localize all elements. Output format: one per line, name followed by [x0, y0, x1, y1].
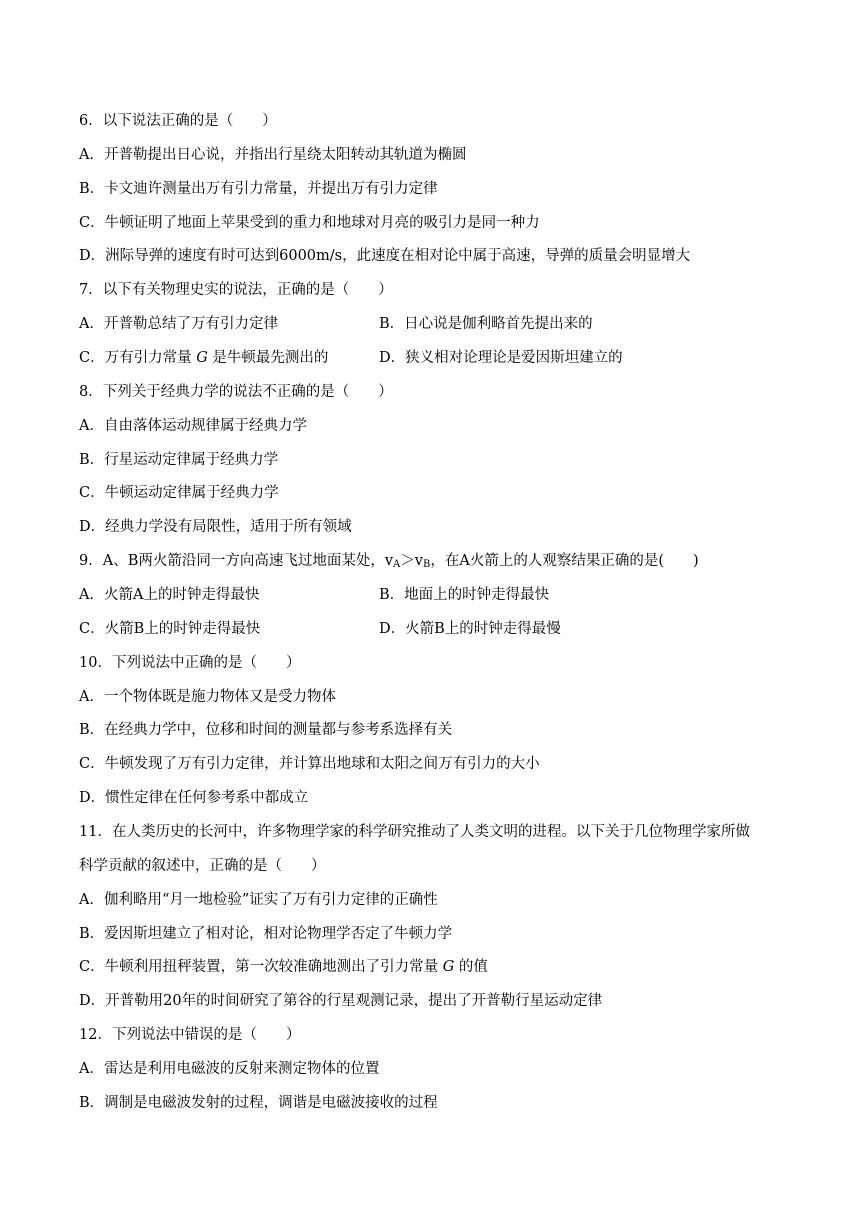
question-8-option-d: D．经典力学没有局限性，适用于所有领域	[79, 519, 352, 535]
question-7-option-d: D．狭义相对论理论是爱因斯坦建立的	[379, 350, 623, 366]
question-12-option-b: B．调制是电磁波发射的过程，调谐是电磁波接收的过程	[79, 1095, 438, 1111]
question-9-stem-mid: ＞v	[400, 553, 423, 569]
question-7-stem: 7．以下有关物理史实的说法，正确的是（ ）	[79, 282, 393, 298]
question-6-option-d: D．洲际导弹的速度有时可达到6000m/s，此速度在相对论中属于高速，导弹的质量会明显增大	[79, 248, 691, 264]
question-11-option-c	[79, 957, 488, 977]
gravitational-constant-symbol: G	[196, 350, 208, 366]
question-9-option-a: A．火箭A上的时钟走得最快	[79, 587, 260, 603]
subscript-a: A	[393, 559, 401, 570]
question-6-option-a: A．开普勒提出日心说，并指出行星绕太阳转动其轨道为椭圆	[79, 147, 467, 163]
question-7-option-a: A．开普勒总结了万有引力定律	[79, 316, 278, 332]
question-11-option-d: D．开普勒用20年的时间研究了第谷的行星观测记录，提出了开普勒行星运动定律	[79, 993, 603, 1009]
question-9-option-d: D．火箭B上的时钟走得最慢	[379, 621, 561, 637]
question-10-option-a: A．一个物体既是施力物体又是受力物体	[79, 689, 336, 705]
question-9-stem	[79, 551, 699, 571]
question-6-stem: 6．以下说法正确的是（ ）	[79, 113, 277, 129]
question-12-option-a: A．雷达是利用电磁波的反射来测定物体的位置	[79, 1061, 380, 1077]
question-8-option-b: B．行星运动定律属于经典力学	[79, 452, 279, 468]
gravitational-constant-symbol: G	[442, 959, 455, 975]
question-6-option-b: B．卡文迪许测量出万有引力常量，并提出万有引力定律	[79, 181, 438, 197]
question-8-option-a: A．自由落体运动规律属于经典力学	[79, 418, 307, 434]
question-12-stem: 12．下列说法中错误的是（ ）	[79, 1027, 301, 1043]
subscript-b: B	[422, 559, 431, 570]
question-11-option-a: A．伽利略用“月一地检验”证实了万有引力定律的正确性	[79, 892, 438, 908]
question-7-option-c-text: C．万有引力常量	[79, 350, 192, 366]
question-10-option-d: D．惯性定律在任何参考系中都成立	[79, 790, 309, 806]
question-9-option-c: C．火箭B上的时钟走得最快	[79, 621, 261, 637]
question-11-stem-line1: 11．在人类历史的长河中，许多物理学家的科学研究推动了人类文明的进程。以下关于几位物理学家所做	[79, 824, 750, 840]
question-11-stem-line2: 科学贡献的叙述中，正确的是（ ）	[79, 858, 326, 874]
question-6-option-c: C．牛顿证明了地面上苹果受到的重力和地球对月亮的吸引力是同一种力	[79, 215, 540, 231]
question-7-option-c-tail: 是牛顿最先测出的	[212, 350, 329, 366]
question-10-option-c: C．牛顿发现了万有引力定律，并计算出地球和太阳之间万有引力的大小	[79, 756, 540, 772]
question-7-option-b: B．日心说是伽利略首先提出来的	[379, 316, 593, 332]
question-11-option-b: B．爱因斯坦建立了相对论，相对论物理学否定了牛顿力学	[79, 926, 453, 942]
question-9-stem-pre: 9．A、B两火箭沿同一方向高速飞过地面某处，v	[79, 553, 394, 569]
question-11-option-c-text: C．牛顿利用扭秤装置，第一次较准确地测出了引力常量	[79, 959, 439, 975]
question-9-stem-post: ，在A火箭上的人观察结果正确的是( )	[430, 553, 699, 569]
question-9-option-b: B．地面上的时钟走得最快	[379, 587, 550, 603]
question-7-option-c	[79, 348, 328, 368]
question-8-option-c: C．牛顿运动定律属于经典力学	[79, 485, 279, 501]
question-11-option-c-tail: 的值	[458, 959, 488, 975]
question-10-option-b: B．在经典力学中，位移和时间的测量都与参考系选择有关	[79, 722, 453, 738]
question-8-stem: 8．下列关于经典力学的说法不正确的是（ ）	[79, 384, 393, 400]
question-10-stem: 10．下列说法中正确的是（ ）	[79, 655, 301, 671]
